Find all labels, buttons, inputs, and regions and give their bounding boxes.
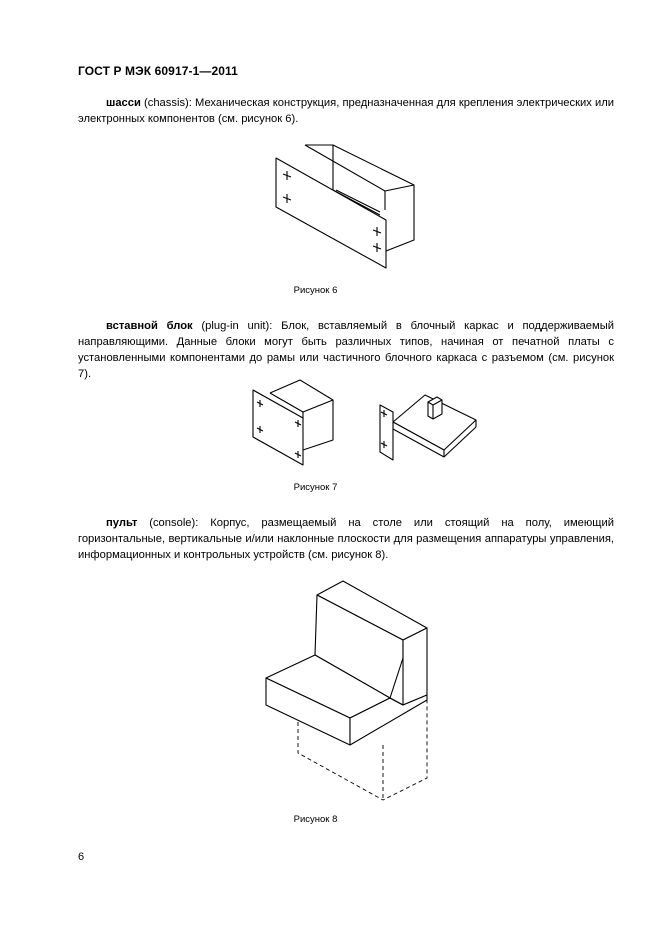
- definition-console-text: (console): Корпус, размещаемый на столе или стоящий на полу, имеющий горизонтальные, вертикальные и/или наклонные плоскости для размещения аппаратуры управления, информационных и контрольных устройств (см. рисунок 8).: [78, 517, 614, 561]
- term-chassis: шасси: [106, 97, 141, 109]
- figure-8-caption: Рисунок 8: [293, 814, 338, 825]
- term-console: пульт: [106, 517, 138, 529]
- page-number: 6: [78, 851, 85, 863]
- term-plug-in-unit: вставной блок: [106, 320, 193, 332]
- definition-chassis-text: (chassis): Механическая конструкция, предназначенная для крепления электрических или электронных компонентов (см. рисунок 6).: [78, 97, 614, 125]
- document-header: ГОСТ Р МЭК 60917-1—2011: [78, 64, 238, 78]
- figure-6-caption: Рисунок 6: [293, 285, 338, 296]
- figure-7-caption: Рисунок 7: [293, 482, 338, 493]
- definition-plug-in-unit-text: (plug-in unit): Блок, вставляемый в блочный каркас и поддерживаемый направляющими. Данные блоки могут быть различных типов, начиная от печатной платы с установленными компонентами до рамы или частичного блочного каркаса с разъемом (см. рисунок 7).: [78, 320, 614, 380]
